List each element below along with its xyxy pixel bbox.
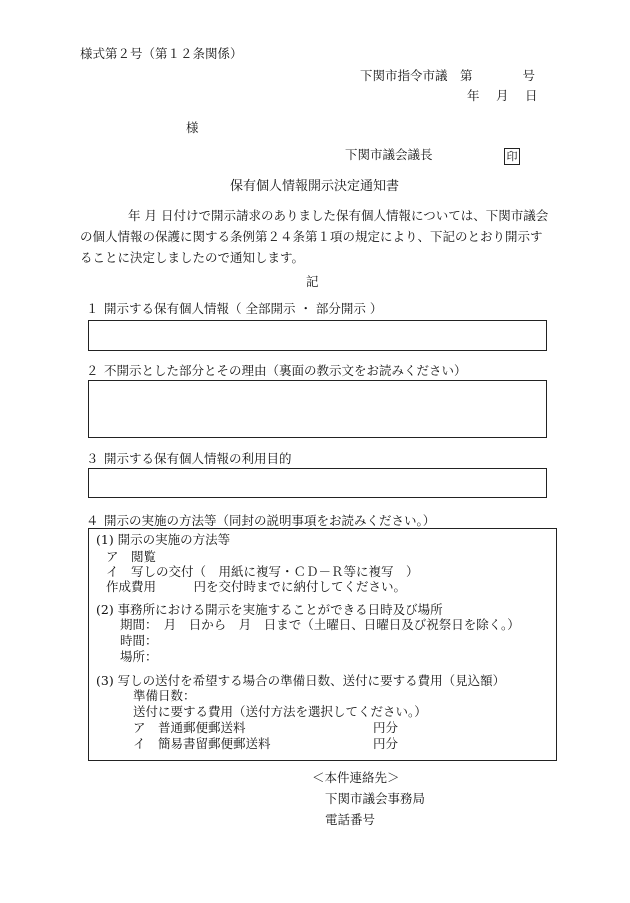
method-3-days: 準備日数： [133, 688, 196, 703]
method-3-registered-mail: イ 簡易書留郵便郵送料 [133, 736, 271, 751]
method-2-period: 期間： 月 日から 月 日まで（土曜日、日曜日及び祝祭日を除く。） [120, 617, 520, 632]
section-3-number: ３ [86, 451, 99, 466]
method-2-time: 時間： [120, 633, 158, 648]
ki-heading: 記 [306, 274, 319, 289]
document-title: 保有個人情報開示決定通知書 [230, 179, 400, 194]
seal-stamp [504, 148, 520, 165]
sender-title: 下関市議会議長 [345, 147, 433, 162]
method-3-regular-mail: ア 普通郵便郵送料 [133, 720, 246, 735]
issue-date: 年 月 日 [467, 88, 538, 103]
section-3-label: 開示する保有個人情報の利用目的 [104, 451, 292, 466]
form-number: 様式第２号（第１２条関係） [80, 46, 243, 61]
section-4-number: ４ [86, 513, 99, 528]
method-1-title: (1) 開示の実施の方法等 [96, 532, 231, 547]
section-1-box [88, 320, 547, 351]
method-2-place: 場所： [120, 649, 158, 664]
intro-text: 年 月 日付けで開示請求のありました保有個人情報については、下関市議会の個人情報の保護に関する条例第２４条第１項の規定により、下記のとおり開示することに決定しましたので通知します。 [80, 208, 549, 265]
method-3-regular-mail-unit: 円分 [373, 720, 399, 735]
section-2-box [88, 380, 547, 438]
contact-phone: 電話番号 [325, 812, 376, 827]
section-3-box [88, 468, 547, 498]
section-1-label: 開示する保有個人情報（ 全部開示 ・ 部分開示 ） [104, 301, 383, 316]
section-2-number: ２ [86, 363, 99, 378]
method-1-inspection: ア 閲覧 [106, 549, 157, 564]
section-4-label: 開示の実施の方法等（同封の説明事項をお読みください。） [104, 513, 436, 528]
method-1-copy: イ 写しの交付（ 用紙に複写・ＣＤ－Ｒ等に複写 ） [106, 564, 419, 579]
recipient-suffix: 様 [186, 120, 199, 135]
seal-mark: 印 [504, 148, 520, 165]
section-1-number: １ [86, 301, 99, 316]
method-1-fee: 作成費用 円を交付時までに納付してください。 [106, 579, 407, 594]
method-3-registered-mail-unit: 円分 [373, 736, 399, 751]
issuer-number: 下関市指令市議 第 号 [360, 68, 536, 83]
contact-heading: ＜本件連絡先＞ [312, 770, 400, 785]
method-3-title: (3) 写しの送付を希望する場合の準備日数、送付に要する費用（見込額） [96, 673, 506, 688]
intro-paragraph [80, 205, 550, 268]
contact-office: 下関市議会事務局 [325, 791, 426, 806]
section-2-label: 不開示とした部分とその理由（裏面の教示文をお読みください） [104, 363, 467, 378]
method-3-cost: 送付に要する費用（送付方法を選択してください。） [133, 704, 427, 719]
method-2-title: (2) 事務所における開示を実施することができる日時及び場所 [96, 602, 443, 617]
